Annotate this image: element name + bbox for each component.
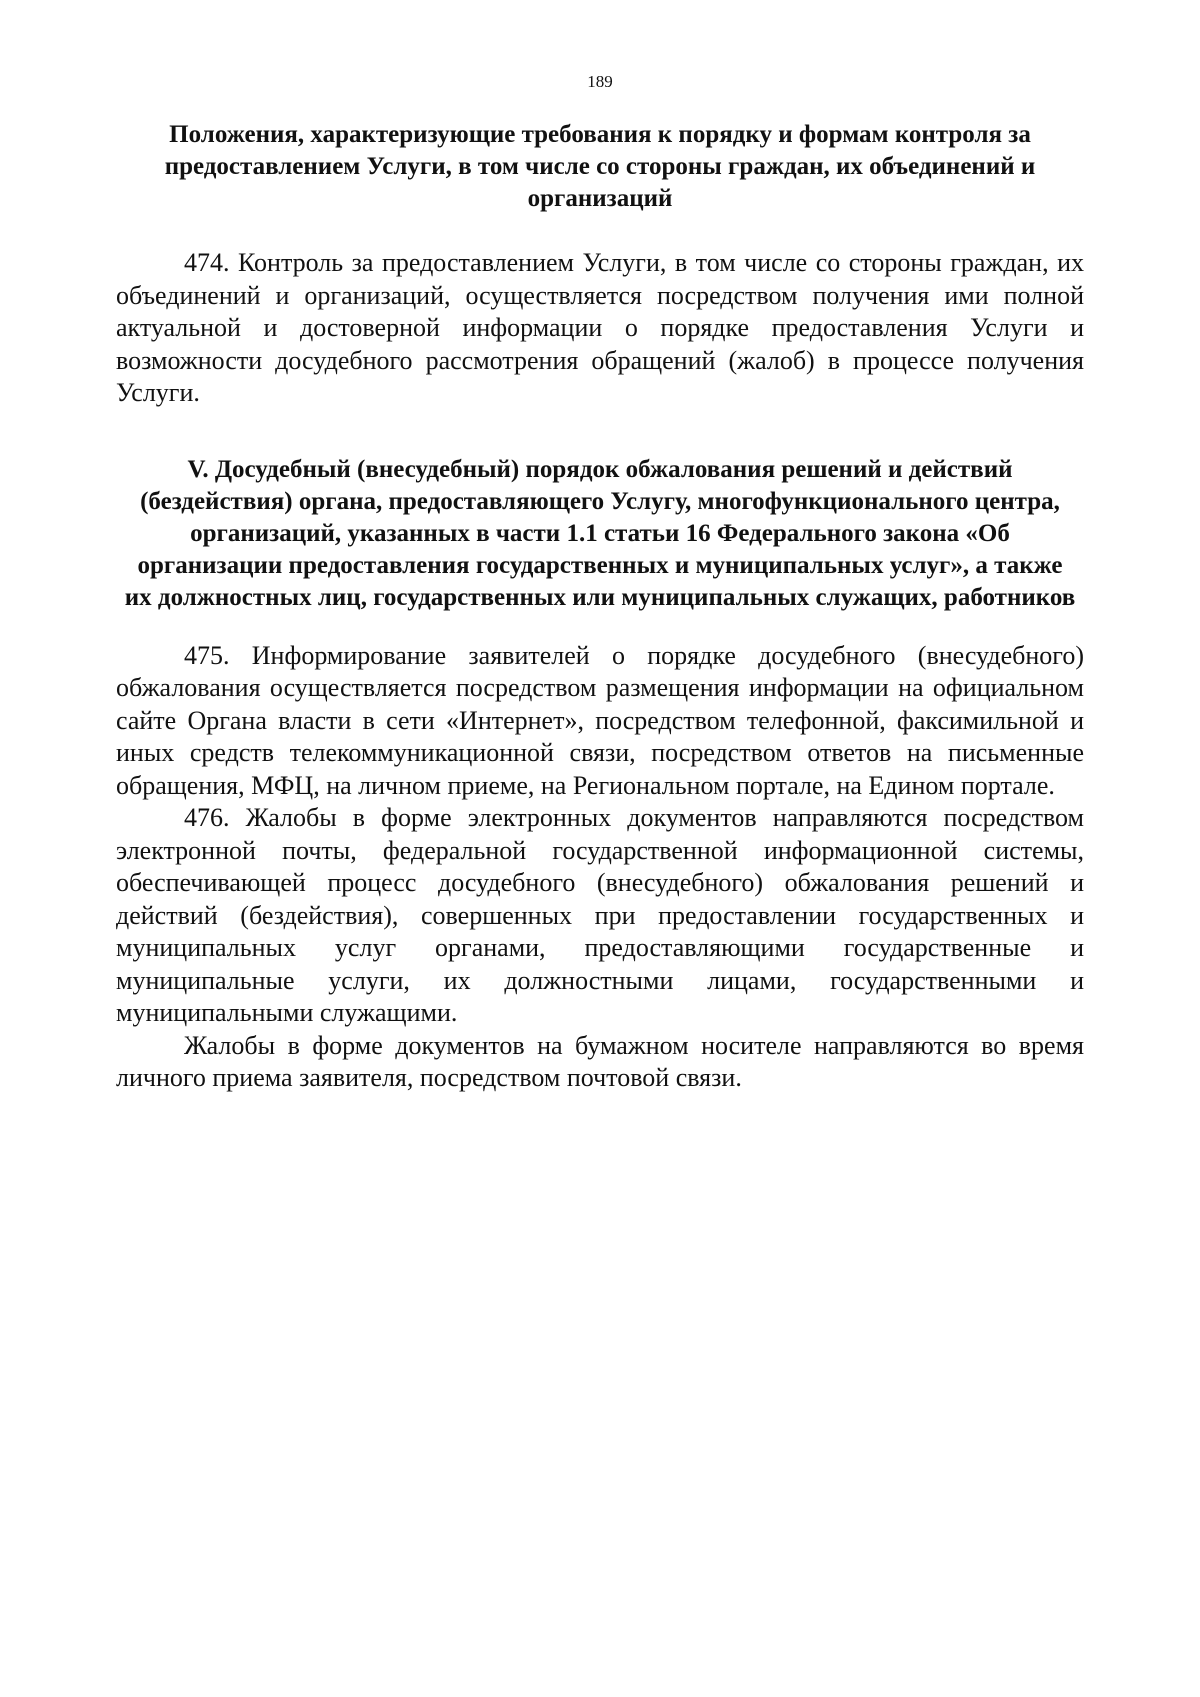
page-content bbox=[116, 119, 1084, 1095]
section-heading-control: Положения, характеризующие требования к порядку и формам контроля за предоставлением Услуги, в том числе со стороны граждан, их объединений и организаций bbox=[164, 121, 1036, 212]
section-heading-appeal: V. Досудебный (внесудебный) порядок обжалования решений и действий (бездействия) органа, предоставляющего Услугу, многофункционального центра, организаций, указанных в части 1.1 статьи 16 Федерального закона «Об организации предоставления государственных и муниципальных услуг», а также их должностных лиц, государственных или муниципальных служащих, работников bbox=[124, 455, 1076, 611]
paragraph-474: 474. Контроль за предоставлением Услуги, в том числе со стороны граждан, их объединений и организаций, осуществляется посредством получения ими полной актуальной и достоверной информации о порядке предоставления Услуги и возможности досудебного рассмотрения обращений (жалоб) в процессе получения Услуги. bbox=[116, 248, 1084, 407]
paragraph-476-continued: Жалобы в форме документов на бумажном носителе направляются во время личного приема заявителя, посредством почтовой связи. bbox=[116, 1030, 1084, 1092]
page-number: 189 bbox=[587, 72, 613, 91]
paragraph-476: 476. Жалобы в форме электронных документов направляются посредством электронной почты, федеральной государственной информационной системы, обеспечивающей процесс досудебного (внесудебного) обжалования решений и действий (бездействия), совершенных при предоставлении государственных и муниципальных услуг органами, предоставляющими государственные и муниципальные услуги, их должностными лицами, государственными и муниципальными служащими. bbox=[116, 803, 1084, 1027]
paragraph-475: 475. Информирование заявителей о порядке досудебного (внесудебного) обжалования осуществляется посредством размещения информации на официальном сайте Органа власти в сети «Интернет», посредством телефонной, факсимильной и иных средств телекоммуникационной связи, посредством ответов на письменные обращения, МФЦ, на личном приеме, на Региональном портале, на Едином портале. bbox=[116, 640, 1084, 800]
